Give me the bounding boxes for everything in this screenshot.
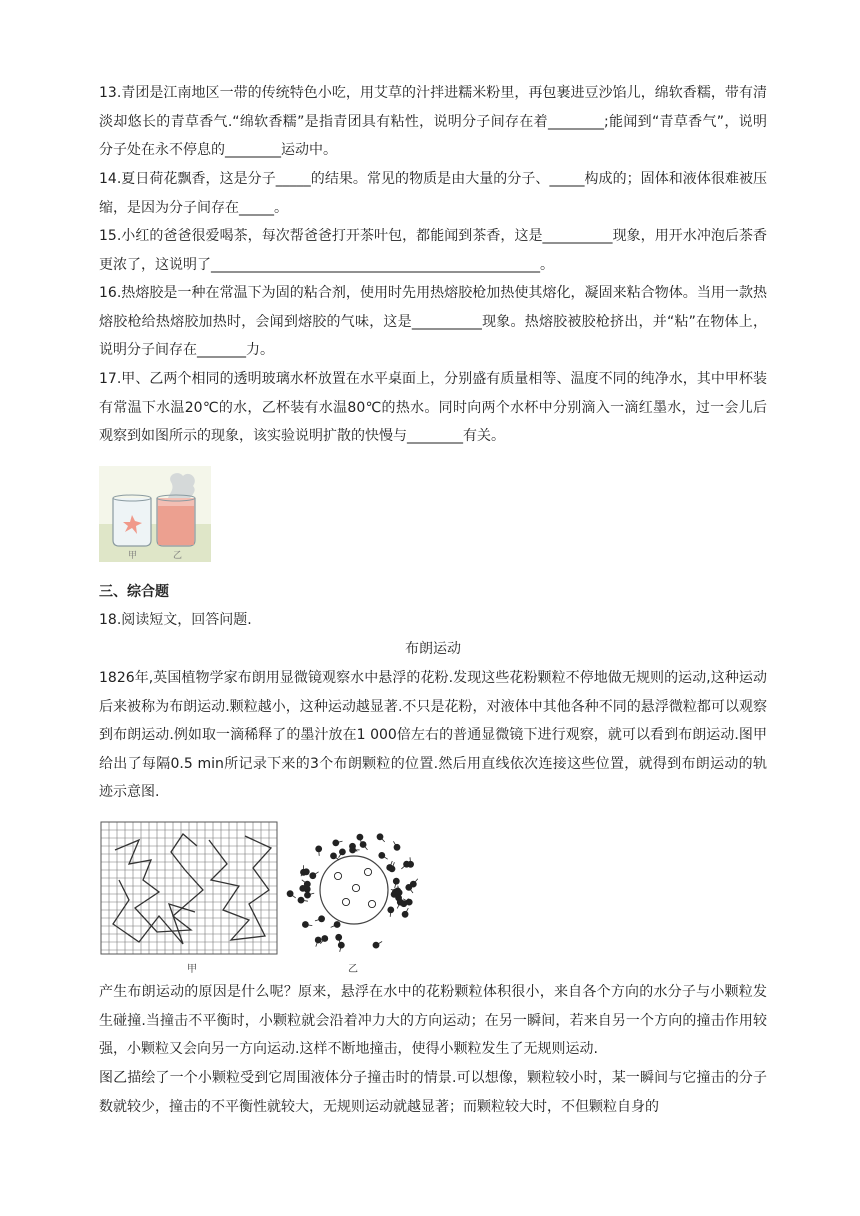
inner-particle: [342, 898, 349, 905]
molecule-collision-figure: [286, 826, 426, 976]
article-paragraph-1: 1826年,英国植物学家布朗用显微镜观察水中悬浮的花粉.发现这些花粉颗粒不停地做无规则的运动,这种运动后来被称为布朗运动.颗粒越小，这种运动越显著.不只是花粉，对液体中其他各种不同的悬浮微粒都可以观察到布朗运动.例如取一滴稀释了的墨汁放在1 000倍左右的普通显微镜下进行观察，就可以看到布朗运动.图甲给出了每隔0.5 min所记录下来的3个布朗颗粒的位置.然后用直线依次连接这些位置，就得到布朗运动的轨迹示意图.: [99, 670, 767, 800]
fig17-label-right: 乙: [173, 551, 183, 561]
question-14: 14.夏日荷花飘香，这是分子_____的结果。常见的物质是由大量的分子、_____构成的；固体和液体很难被压缩，是因为分子间存在_____。: [99, 171, 767, 216]
inner-particle: [334, 872, 341, 879]
molecule: [315, 937, 322, 944]
trajectory-1: [115, 834, 203, 932]
section-heading: 三、综合题: [99, 584, 169, 600]
molecule: [332, 840, 339, 847]
question-13: 13.青团是江南地区一带的传统特色小吃，用艾草的汁拌进糯米粉里，再包裹进豆沙馅儿，绵软香糯，带有清淡却悠长的青草香气.“绵软香糯”是指青团具有粘性，说明分子间存在着________;能闻到“青草香气”，说明分子处在永不停息的________运动中。: [99, 85, 767, 158]
article-paragraph-2: 产生布朗运动的原因是什么呢？原来，悬浮在水中的花粉颗粒体积很小，来自各个方向的水分子与小颗粒发生碰撞.当撞击不平衡时，小颗粒就会沿着冲力大的方向运动；在另一瞬间，若来自另一个方向的撞击作用较强，小颗粒又会向另一方向运动.这样不断地撞击，使得小颗粒发生了无规则运动.: [99, 984, 767, 1057]
inner-particle: [364, 868, 371, 875]
brownian-trajectory-figure: [99, 820, 281, 978]
molecule: [334, 921, 341, 928]
fig17-label-left: 甲: [128, 551, 138, 561]
question-18-intro: 18.阅读短文，回答问题.: [99, 612, 252, 628]
question-16: 16.热熔胶是一种在常温下为固的粘合剂，使用时先用热熔胶枪加热使其熔化，凝固来粘合物体。当用一款热熔胶枪给热熔胶加热时，会闻到熔胶的气味，这是__________现象。热熔胶被胶枪挤出，并“粘”在物体上，说明分子间存在_______力。: [99, 285, 767, 358]
question-17: 17.甲、乙两个相同的透明玻璃水杯放置在水平桌面上，分别盛有质量相等、温度不同的纯净水，其中甲杯装有常温下水温20℃的水，乙杯装有水温80℃的热水。同时向两个水杯中分别滴入一滴红墨水，过一会儿后观察到如图所示的现象，该实验说明扩散的快慢与________有关。: [99, 371, 767, 444]
inner-particle: [352, 884, 359, 891]
molecule: [287, 890, 294, 897]
beakers-figure: [99, 466, 211, 562]
inner-particle: [368, 900, 375, 907]
molecule: [357, 834, 364, 841]
molecule: [338, 942, 345, 949]
fig-label-yi: 乙: [348, 964, 358, 975]
molecule: [394, 844, 401, 851]
fig-label-jia: 甲: [187, 964, 197, 975]
trajectory-2: [209, 836, 271, 940]
molecule: [402, 911, 409, 918]
article-paragraph-3: 图乙描绘了一个小颗粒受到它周围液体分子撞击时的情景.可以想像，颗粒较小时，某一瞬间与它撞击的分子数就较少，撞击的不平衡性就较大，无规则运动就越显著；而颗粒较大时，不但颗粒自身的: [99, 1070, 767, 1115]
question-15: 15.小红的爸爸很爱喝茶，每次帮爸爸打开茶叶包，都能闻到茶香，这是__________现象，用开水冲泡后茶香更浓了，这说明了_______________________________________________。: [99, 228, 767, 273]
trajectory-3: [113, 880, 195, 944]
molecule: [393, 878, 400, 885]
molecule: [299, 885, 306, 892]
article-title: 布朗运动: [405, 641, 461, 657]
